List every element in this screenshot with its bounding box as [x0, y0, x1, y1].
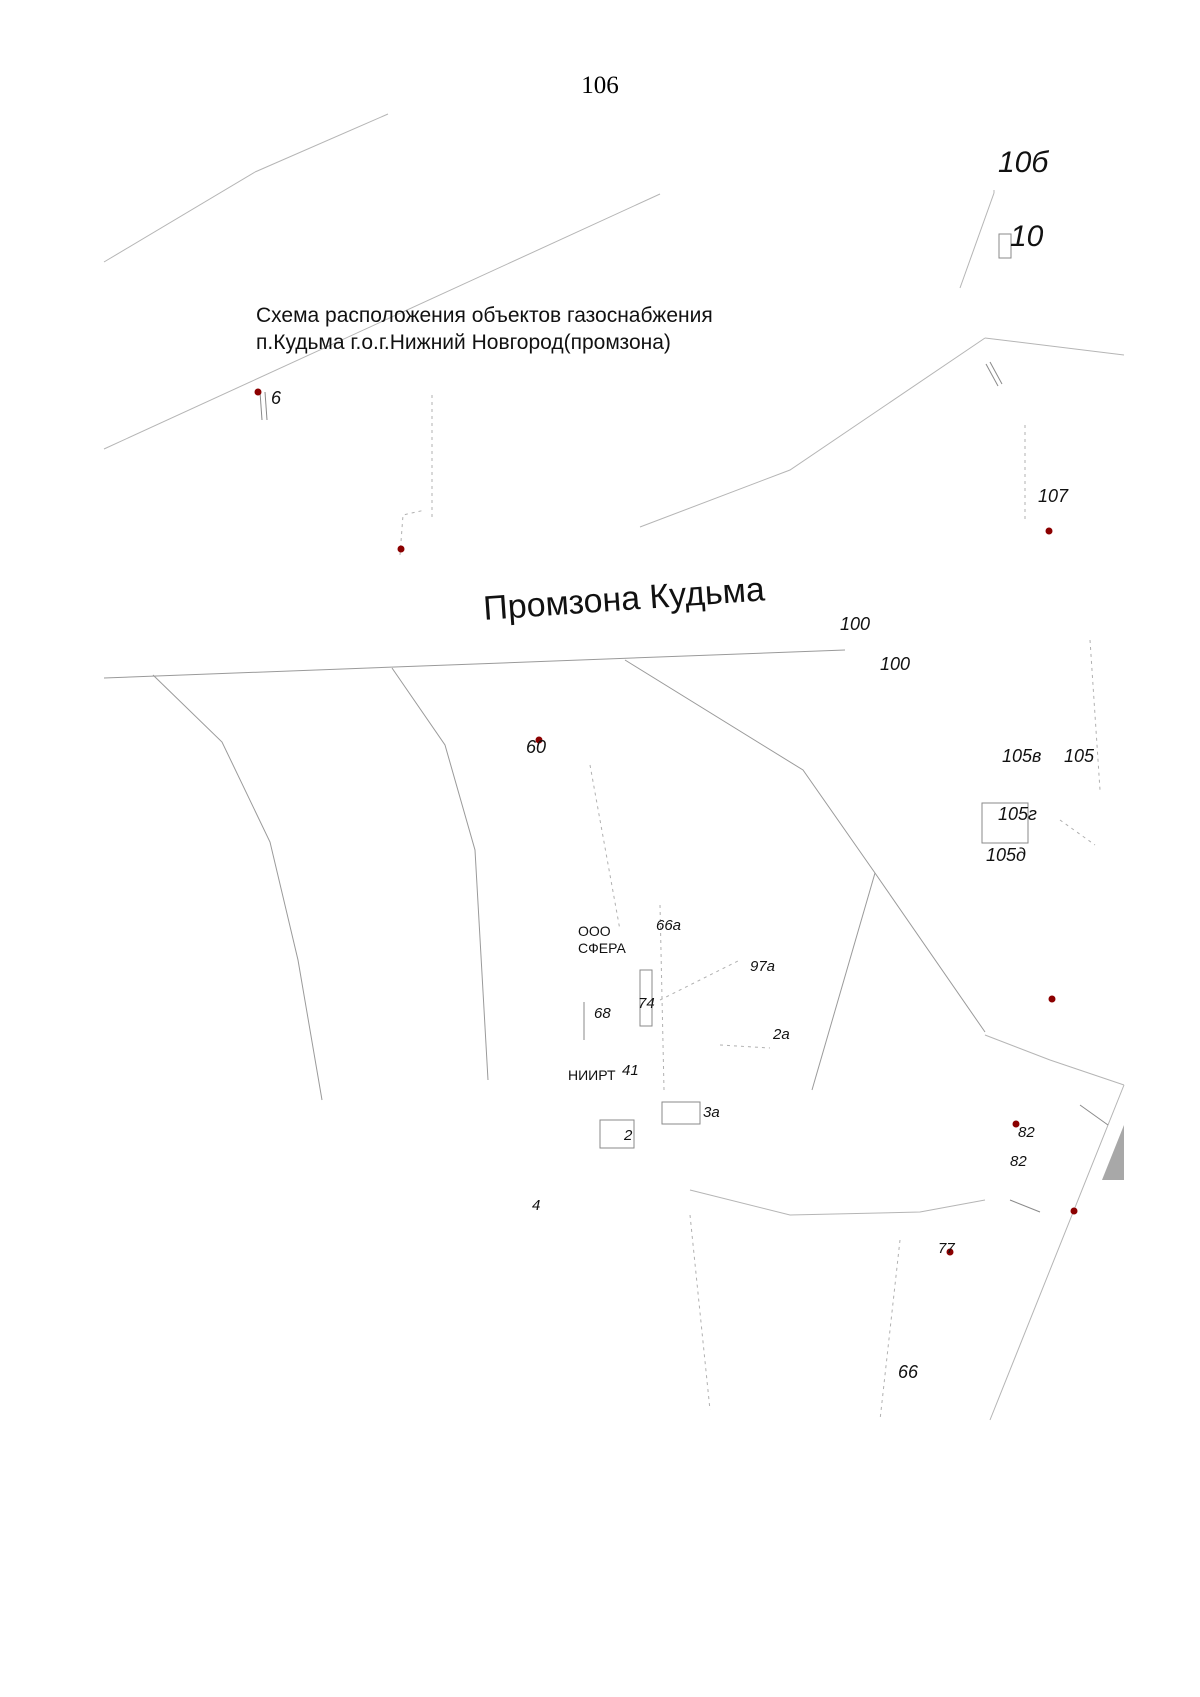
label-68: 68 — [594, 1005, 611, 1022]
label-74: 74 — [638, 995, 655, 1012]
label-100b: 100 — [880, 654, 911, 674]
label-2a: 2а — [773, 1026, 790, 1043]
label-107: 107 — [1038, 486, 1069, 506]
title-line-1: Схема расположения объектов газоснабжения — [256, 304, 713, 327]
scheme-title — [256, 302, 713, 356]
road-curve — [153, 675, 322, 1100]
label-66b: 66 — [898, 1362, 919, 1382]
label-66a: 66а — [656, 917, 682, 934]
pipeline — [720, 1045, 770, 1048]
road-line — [255, 114, 388, 172]
road-line — [960, 193, 994, 288]
building — [260, 392, 262, 420]
building — [265, 392, 267, 420]
label-4: 4 — [532, 1197, 541, 1214]
buildings — [260, 234, 1108, 1212]
label-41: 41 — [622, 1062, 639, 1079]
building — [662, 1102, 700, 1124]
label-6: 6 — [271, 388, 282, 408]
building — [1010, 1200, 1040, 1212]
label-3a: 3а — [703, 1104, 720, 1121]
label-105v: 105в — [1002, 746, 1042, 766]
label-82a: 82 — [1018, 1124, 1035, 1141]
road-line — [104, 172, 255, 262]
organisation-labels — [568, 923, 626, 1083]
pipeline — [690, 1215, 710, 1410]
gas-points — [255, 389, 1078, 1256]
label-60: 60 — [526, 737, 547, 757]
label-82b: 82 — [1010, 1153, 1027, 1170]
gas-point — [255, 389, 262, 396]
structure-marker — [1102, 1125, 1124, 1180]
gas-point — [398, 546, 405, 553]
pipeline — [660, 960, 740, 1000]
pipeline — [590, 765, 620, 930]
org-sfera-line2: СФЕРА — [578, 940, 626, 956]
road-line — [690, 1190, 985, 1215]
title-line-2: п.Кудьма г.о.г.Нижний Новгород(промзона) — [256, 331, 671, 354]
road-line — [640, 338, 985, 527]
building — [986, 364, 998, 386]
road-curve — [392, 668, 488, 1080]
pipeline — [880, 1240, 900, 1420]
label-2: 2 — [624, 1127, 633, 1144]
org-niirt: НИИРТ — [568, 1067, 616, 1083]
label-10: 10 — [1010, 220, 1044, 253]
gas-point — [1071, 1208, 1078, 1215]
main-road — [104, 650, 845, 678]
label-97a: 97а — [750, 958, 776, 975]
road-curve — [625, 660, 985, 1032]
label-105: 105 — [1064, 746, 1095, 766]
pipeline — [1060, 820, 1095, 845]
page-number: 106 — [581, 72, 619, 99]
road-line — [990, 1085, 1124, 1420]
gas-point — [1046, 528, 1053, 535]
zone-name: Промзона Кудьма — [482, 570, 766, 628]
building — [990, 362, 1002, 384]
label-77: 77 — [938, 1240, 955, 1257]
road-line — [985, 338, 1124, 355]
road-line — [812, 873, 875, 1090]
label-10b: 10б — [998, 146, 1049, 179]
label-105d: 105д — [986, 845, 1026, 865]
org-sfera-line1: ООО — [578, 923, 611, 939]
road-line — [985, 1035, 1124, 1085]
gas-point — [1049, 996, 1056, 1003]
gas-pipelines — [400, 395, 1100, 1420]
label-105g: 105г — [998, 804, 1037, 824]
label-100a: 100 — [840, 614, 871, 634]
pipeline — [1090, 640, 1100, 790]
building — [1080, 1105, 1108, 1125]
